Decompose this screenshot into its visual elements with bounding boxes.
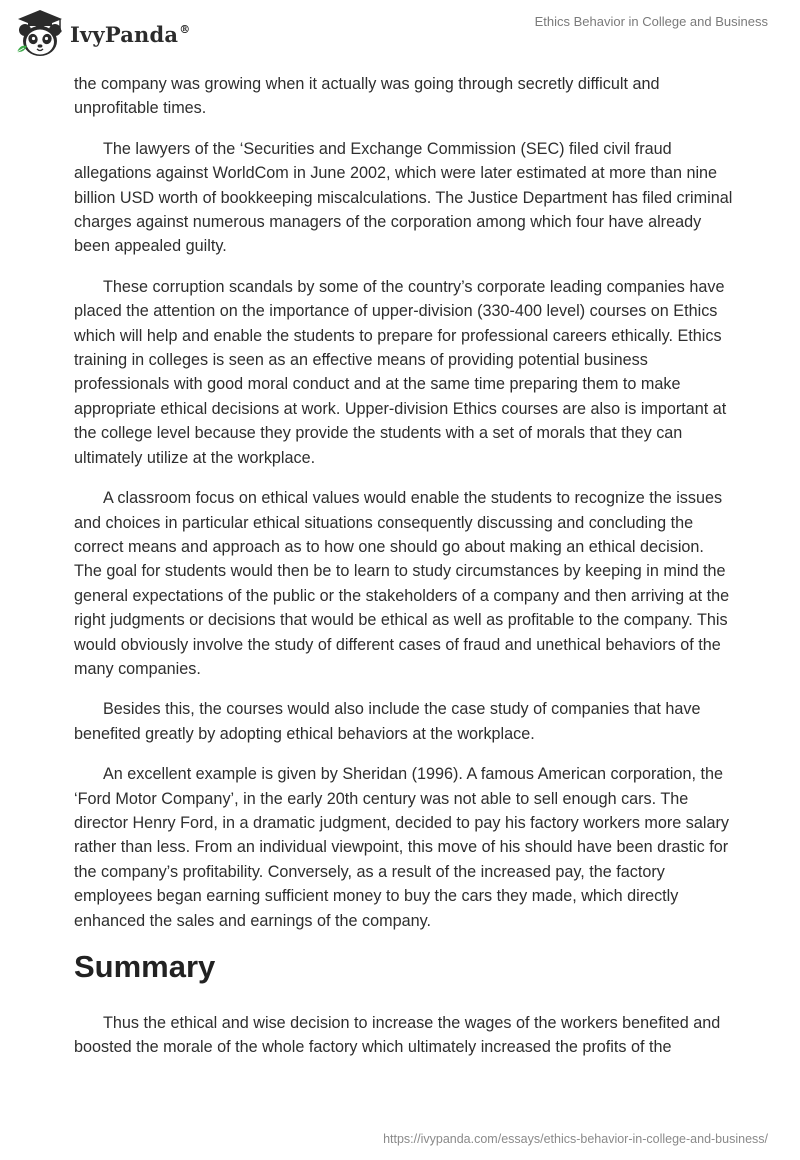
paragraph-corruption-scandals: These corruption scandals by some of the country’s corporate leading companies have placed the attention on the importance of upper-division (330-400 level) courses on Ethics which will help and enable the students to prepare for professional careers ethically. Ethics training in colleges is seen as an effective means of providing potential business professionals with good moral conduct and at the same time preparing them to make appropriate ethical decisions at work. Upper-division Ethics courses are also is important at the college level because they provide the students with a set of morals that they can ultimately utilize at the workplace.: [74, 277, 727, 467]
paragraph-continuation: the company was growing when it actually was going through secretly difficult and unprofitable times.: [74, 75, 660, 118]
page-header: [0, 0, 800, 66]
paragraph-summary: Thus the ethical and wise decision to increase the wages of the workers benefited and boosted the morale of the whole factory which ultimately increased the profits of the: [74, 1014, 721, 1057]
paragraph-sec-allegations: The lawyers of the ‘Securities and Exchange Commission (SEC) filed civil fraud allegations against WorldCom in June 2002, which were later estimated at more than nine billion USD worth of bookkeeping miscalculations. The Justice Department has filed criminal charges against numerous managers of the corporation among which four have already been appealed guilty.: [74, 139, 733, 256]
paragraph-case-study: Besides this, the courses would also include the case study of companies that have benefited greatly by adopting ethical behaviors at the workplace.: [74, 700, 701, 743]
paragraph-ford-example: An excellent example is given by Sheridan (1996). A famous American corporation, the ‘Ford Motor Company’, in the early 20th century was not able to sell enough cars. The director Henry Ford, in a dramatic judgment, decided to pay his factory workers more salary rather than less. From an individual viewpoint, this move of his should have been drastic for the company’s profitability. Conversely, as a result of the increased pay, the factory employees began earning sufficient money to buy the cars they made, which directly enhanced the sales and earnings of the company.: [74, 765, 729, 930]
summary-heading: Summary: [74, 949, 216, 984]
essay-body: [74, 72, 734, 1076]
source-url[interactable]: https://ivypanda.com/essays/ethics-behavior-in-college-and-business/: [383, 1132, 768, 1146]
panda-graduate-icon: [14, 8, 66, 58]
paragraph-classroom-focus: A classroom focus on ethical values would enable the students to recognize the issues and choices in particular ethical situations consequently discussing and concluding the correct means and approach as to how one should go about making an ethical decision. The goal for students would then be to learn to study circumstances by keeping in mind the general expectations of the public or the stakeholders of a company and then arriving at the right judgments or decisions that would be ethical as well as profitable to the company. This would obviously involve the study of different cases of fraud and unethical behaviors of the many companies.: [74, 489, 730, 678]
ivypanda-logo[interactable]: [14, 8, 190, 58]
brand-name: IvyPanda®: [70, 21, 191, 47]
document-title: Ethics Behavior in College and Business: [534, 14, 768, 29]
